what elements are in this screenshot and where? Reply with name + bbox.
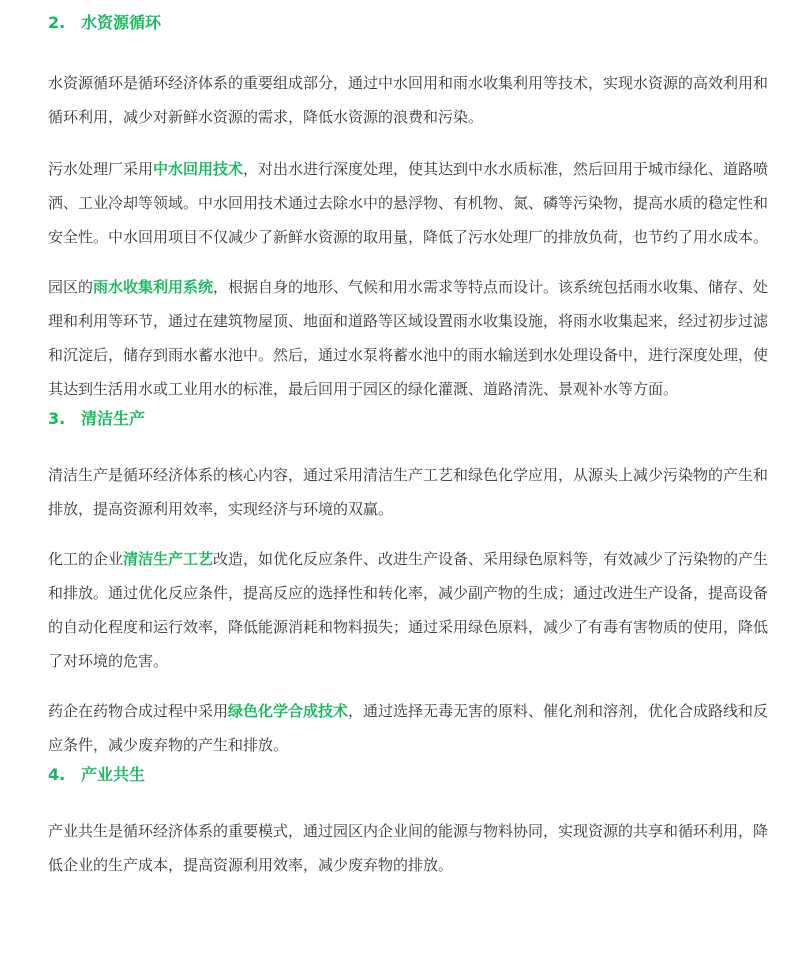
paragraph-text: 水资源循环是循环经济体系的重要组成部分，通过中水回用和雨水收集利用等技术，实现水资源的高效利用和循环利用，减少对新鲜水资源的需求，降低水资源的浪费和污染。: [48, 74, 769, 126]
section-number: 3.: [48, 409, 66, 428]
paragraph: [48, 694, 780, 762]
section-number: 4.: [48, 765, 66, 784]
highlight-term: 雨水收集利用系统: [93, 278, 214, 296]
paragraph: [48, 66, 780, 134]
paragraph: [48, 814, 780, 882]
paragraph: [48, 152, 780, 254]
section-heading-water-cycle: [48, 10, 780, 36]
paragraph-text: ，根据自身的地形、气候和用水需求等特点而设计。该系统包括雨水收集、储存、处理和利用等环节，通过在建筑物屋顶、地面和道路等区域设置雨水收集设施，将雨水收集起来，经过初步过滤和沉淀后，储存到雨水蓄水池中。然后，通过水泵将蓄水池中的雨水输送到水处理设备中，进行深度处理，使其达到生活用水或工业用水的标准，最后回用于园区的绿化灌溉、道路清洗、景观补水等方面。: [48, 278, 769, 398]
section-heading-clean-production: [48, 406, 780, 432]
paragraph: [48, 458, 780, 526]
paragraph-text: 化工的企业: [48, 550, 124, 568]
section-title: 水资源循环: [81, 13, 162, 32]
paragraph-text: 产业共生是循环经济体系的重要模式，通过园区内企业间的能源与物料协同，实现资源的共享和循环利用，降低企业的生产成本，提高资源利用效率，减少废弃物的排放。: [48, 822, 769, 874]
paragraph: [48, 542, 780, 678]
paragraph-text: 清洁生产是循环经济体系的核心内容，通过采用清洁生产工艺和绿色化学应用，从源头上减少污染物的产生和排放，提高资源利用效率，实现经济与环境的双赢。: [48, 466, 769, 518]
paragraph-text: 污水处理厂采用: [48, 160, 154, 178]
paragraph-text: 园区的: [48, 278, 94, 296]
highlight-term: 中水回用技术: [153, 160, 244, 178]
paragraph-text: 药企在药物合成过程中采用: [48, 702, 229, 720]
paragraph-text: ，对出水进行深度处理，使其达到中水水质标准，然后回用于城市绿化、道路喷洒、工业冷却等领域。中水回用技术通过去除水中的悬浮物、有机物、氮、磷等污染物，提高水质的稳定性和安全性。中水回用项目不仅减少了新鲜水资源的取用量，降低了污水处理厂的排放负荷，也节约了用水成本。: [48, 160, 769, 246]
paragraph-text: ，通过选择无毒无害的原料、催化剂和溶剂，优化合成路线和反应条件，减少废弃物的产生和排放。: [48, 702, 769, 754]
highlight-term: 绿色化学合成技术: [228, 702, 349, 720]
section-heading-industrial-symbiosis: [48, 762, 780, 788]
paragraph-text: 改造，如优化反应条件、改进生产设备、采用绿色原料等，有效减少了污染物的产生和排放。通过优化反应条件，提高反应的选择性和转化率，减少副产物的生成；通过改进生产设备，提高设备的自动化程度和运行效率，降低能源消耗和物料损失；通过采用绿色原料，减少了有毒有害物质的使用，降低了对环境的危害。: [48, 550, 769, 670]
section-title: 产业共生: [81, 765, 146, 784]
section-title: 清洁生产: [81, 409, 146, 428]
highlight-term: 清洁生产工艺: [123, 550, 214, 568]
section-number: 2.: [48, 13, 66, 32]
paragraph: [48, 270, 780, 406]
